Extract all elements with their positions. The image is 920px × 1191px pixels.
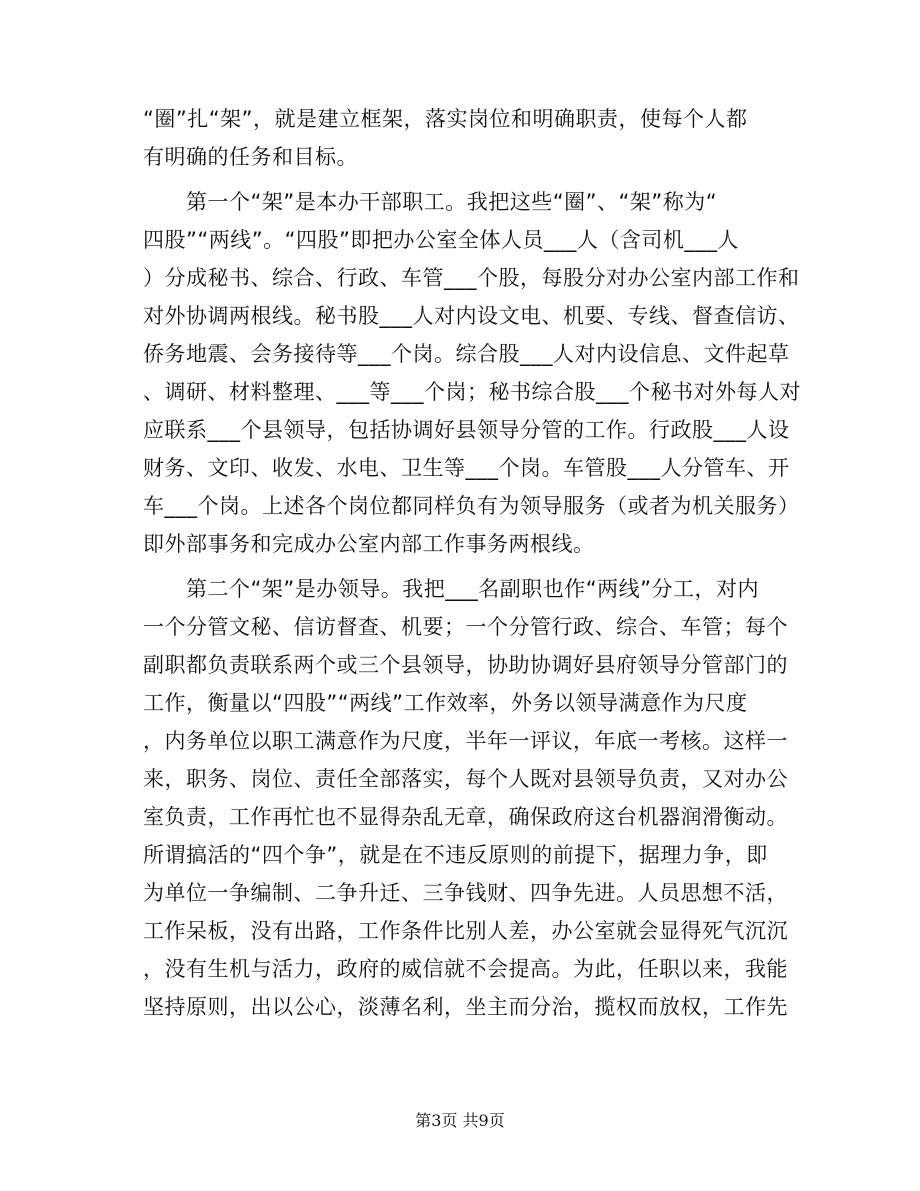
- text-line: 室负责，工作再忙也不显得杂乱无章，确保政府这台机器润滑衡动。: [143, 805, 788, 829]
- text-line: 来，职务、岗位、责任全部落实，每个人既对县领导负责，又对办公: [143, 767, 788, 791]
- text-line: 副职都负责联系两个或三个县领导，协助协调好县府领导分管部门的: [143, 653, 788, 677]
- text-line: 为单位一争编制、二争升迁、三争钱财、四争先进。人员思想不活，: [143, 881, 788, 905]
- text-line: 第二个“架”是办领导。我把___名副职也作“两线”分工，对内: [143, 577, 760, 601]
- paragraph: [143, 183, 801, 563]
- text-line: 财务、文印、收发、水电、卫生等___个岗。车管股___人分管车、开: [143, 456, 790, 480]
- text-line: ，没有生机与活力，政府的威信就不会提高。为此，任职以来，我能: [143, 957, 788, 981]
- text-line: ，内务单位以职工满意作为尺度，半年一评议，年底一考核。这样一: [143, 729, 788, 753]
- paragraph: [143, 100, 778, 176]
- text-line: 侨务地震、会务接待等___个岗。综合股___人对内设信息、文件起草: [143, 342, 790, 366]
- text-line: 、调研、材料整理、___等___个岗；秘书综合股___个秘书对外每人对: [143, 380, 801, 404]
- text-line: 工作呆板，没有出路，工作条件比别人差，办公室就会显得死气沉沉: [143, 919, 788, 943]
- text-line: 对外协调两根线。秘书股___人对内设文电、机要、专线、督查信访、: [143, 304, 800, 328]
- text-line: 即外部事务和完成办公室内部工作事务两根线。: [143, 532, 595, 556]
- document-body: [143, 100, 801, 1026]
- paragraph: [143, 570, 788, 1026]
- text-line: 车___个岗。上述各个岗位都同样负有为领导服务（或者为机关服务）: [143, 494, 800, 518]
- page-number-footer: 第3页 共9页: [415, 1111, 505, 1130]
- text-line: 所谓搞活的“四个争”，就是在不违反原则的前提下，据理力争，即: [143, 843, 768, 867]
- text-line: 应联系___个县领导，包括协调好县领导分管的工作。行政股___人设: [143, 418, 790, 442]
- text-line: 第一个“架”是本办干部职工。我把这些“圈”、“架”称为“: [143, 190, 718, 214]
- text-line: 有明确的任务和目标。: [143, 145, 358, 169]
- text-line: 工作，衡量以“四股”“两线”工作效率，外务以领导满意作为尺度: [143, 691, 748, 715]
- text-line: 一个分管文秘、信访督查、机要；一个分管行政、综合、车管；每个: [143, 615, 788, 639]
- text-line: ）分成秘书、综合、行政、车管___个股，每股分对办公室内部工作和: [143, 266, 800, 290]
- text-line: “圈”扎“架”，就是建立框架，落实岗位和明确职责，使每个人都: [143, 107, 748, 131]
- text-line: 四股”“两线”。“四股”即把办公室全体人员___人（含司机___人: [143, 228, 739, 252]
- text-line: 坚持原则，出以公心，淡薄名利，坐主而分治，揽权而放权，工作先: [143, 995, 788, 1019]
